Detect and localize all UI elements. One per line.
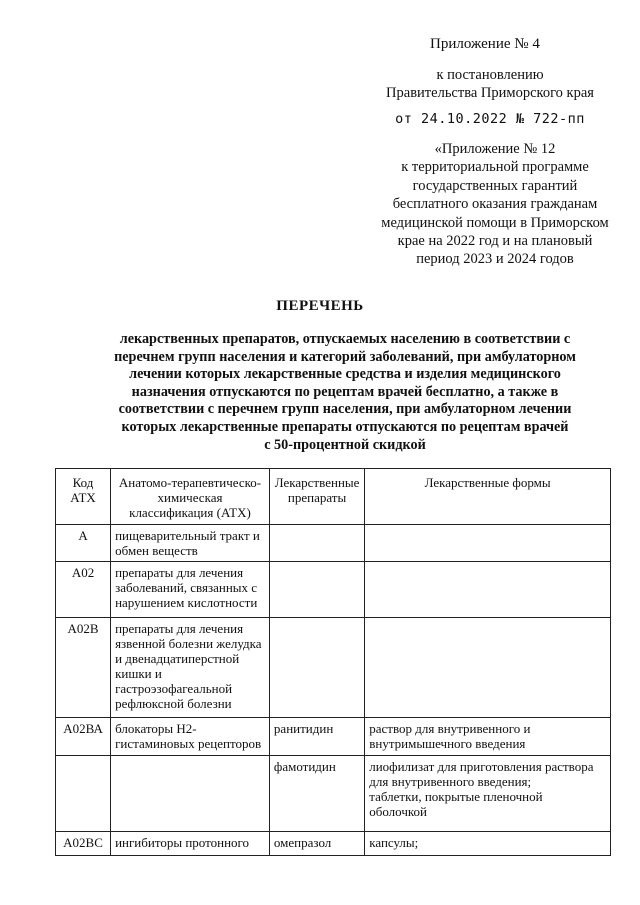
header-code: Код АТХ — [56, 469, 111, 525]
appendix-label: Приложение № 4 — [430, 36, 540, 52]
subtitle-line: перечнем групп населения и категорий заболеваний, при амбулаторном — [114, 348, 576, 365]
decree-line: Правительства Приморского края — [386, 85, 594, 101]
cell-drug — [269, 562, 364, 618]
cell-classification: блокаторы Н2- гистаминовых рецепторов — [111, 718, 270, 756]
header-drugs: Лекарствeнные препараты — [269, 469, 364, 525]
cell-classification: ингибиторы протонного — [111, 832, 270, 856]
appendix12-line: государственных гарантий — [412, 177, 578, 194]
subtitle-line: лечении которых лекарственные средства и изделия медицинского — [129, 366, 561, 383]
cell-drug — [269, 525, 364, 562]
cell-drug: омепразол — [269, 832, 364, 856]
cell-classification: препараты для лечения заболеваний, связанных с нарушением кислотности — [111, 562, 270, 618]
cell-drug: фамотидин — [269, 756, 364, 832]
appendix12-line: «Приложение № 12 — [434, 141, 556, 157]
appendix12-line: к территориальной программе — [401, 159, 589, 176]
appendix12-line: крае на 2022 год и на плановый — [397, 233, 593, 250]
table-row — [56, 525, 611, 562]
cell-code: А02ВА — [56, 718, 111, 756]
subtitle-line: лекарственных препаратов, отпускаемых населению в соответствии с — [119, 331, 571, 347]
table-row — [56, 618, 611, 718]
cell-forms: раствор для внутривенного и внутримышечного введения — [365, 718, 611, 756]
appendix-12-reference — [350, 140, 640, 269]
cell-drug: ранитидин — [269, 718, 364, 756]
cell-classification: пищеварительный тракт и обмен веществ — [111, 525, 270, 562]
subtitle-line: соответствии с перечнем групп населения, при амбулаторном лечении — [118, 401, 572, 418]
drug-list-table — [55, 468, 611, 856]
cell-forms — [365, 525, 611, 562]
decree-line: к постановлению — [436, 67, 544, 83]
cell-classification — [111, 756, 270, 832]
cell-forms: капсулы; — [365, 832, 611, 856]
subtitle-line: которых лекарственные препараты отпускаются по рецептам врачей — [121, 418, 569, 435]
cell-drug — [269, 618, 364, 718]
appendix12-line: период 2023 и 2024 годов — [416, 251, 574, 268]
document-subtitle — [75, 331, 615, 454]
cell-forms: лиофилизат для приготовления раствора для внутривенного введения; таблетки, покрытые пленочной оболочкой — [365, 756, 611, 832]
cell-code: А02ВС — [56, 832, 111, 856]
cell-code — [56, 756, 111, 832]
subtitle-line: с 50-процентной скидкой — [264, 436, 426, 453]
cell-code: А — [56, 525, 111, 562]
subtitle-line: назначения отпускаются по рецептам врачей бесплатно, а также в — [131, 383, 559, 400]
cell-code: А02В — [56, 618, 111, 718]
table-row — [56, 562, 611, 618]
document-title: ПЕРЕЧЕНЬ — [276, 298, 364, 314]
cell-forms — [365, 562, 611, 618]
table-row — [56, 832, 611, 856]
cell-classification: препараты для лечения язвенной болезни желудка и двенадцатиперстной кишки и гастроэзофагеальной рефлюксной болезни — [111, 618, 270, 718]
header-forms: Лекарственные формы — [365, 469, 611, 525]
table-header-row — [56, 469, 611, 525]
appendix12-line: медицинской помощи в Приморском — [381, 214, 609, 231]
decree-date: от 24.10.2022 № 722-пп — [395, 111, 585, 127]
table-row — [56, 718, 611, 756]
cell-code: А02 — [56, 562, 111, 618]
table-row — [56, 756, 611, 832]
header-classification: Анатомо-терапевтическо- химическая классификация (АТХ) — [111, 469, 270, 525]
cell-forms — [365, 618, 611, 718]
decree-reference — [360, 66, 620, 128]
appendix12-line: бесплатного оказания гражданам — [392, 196, 598, 213]
